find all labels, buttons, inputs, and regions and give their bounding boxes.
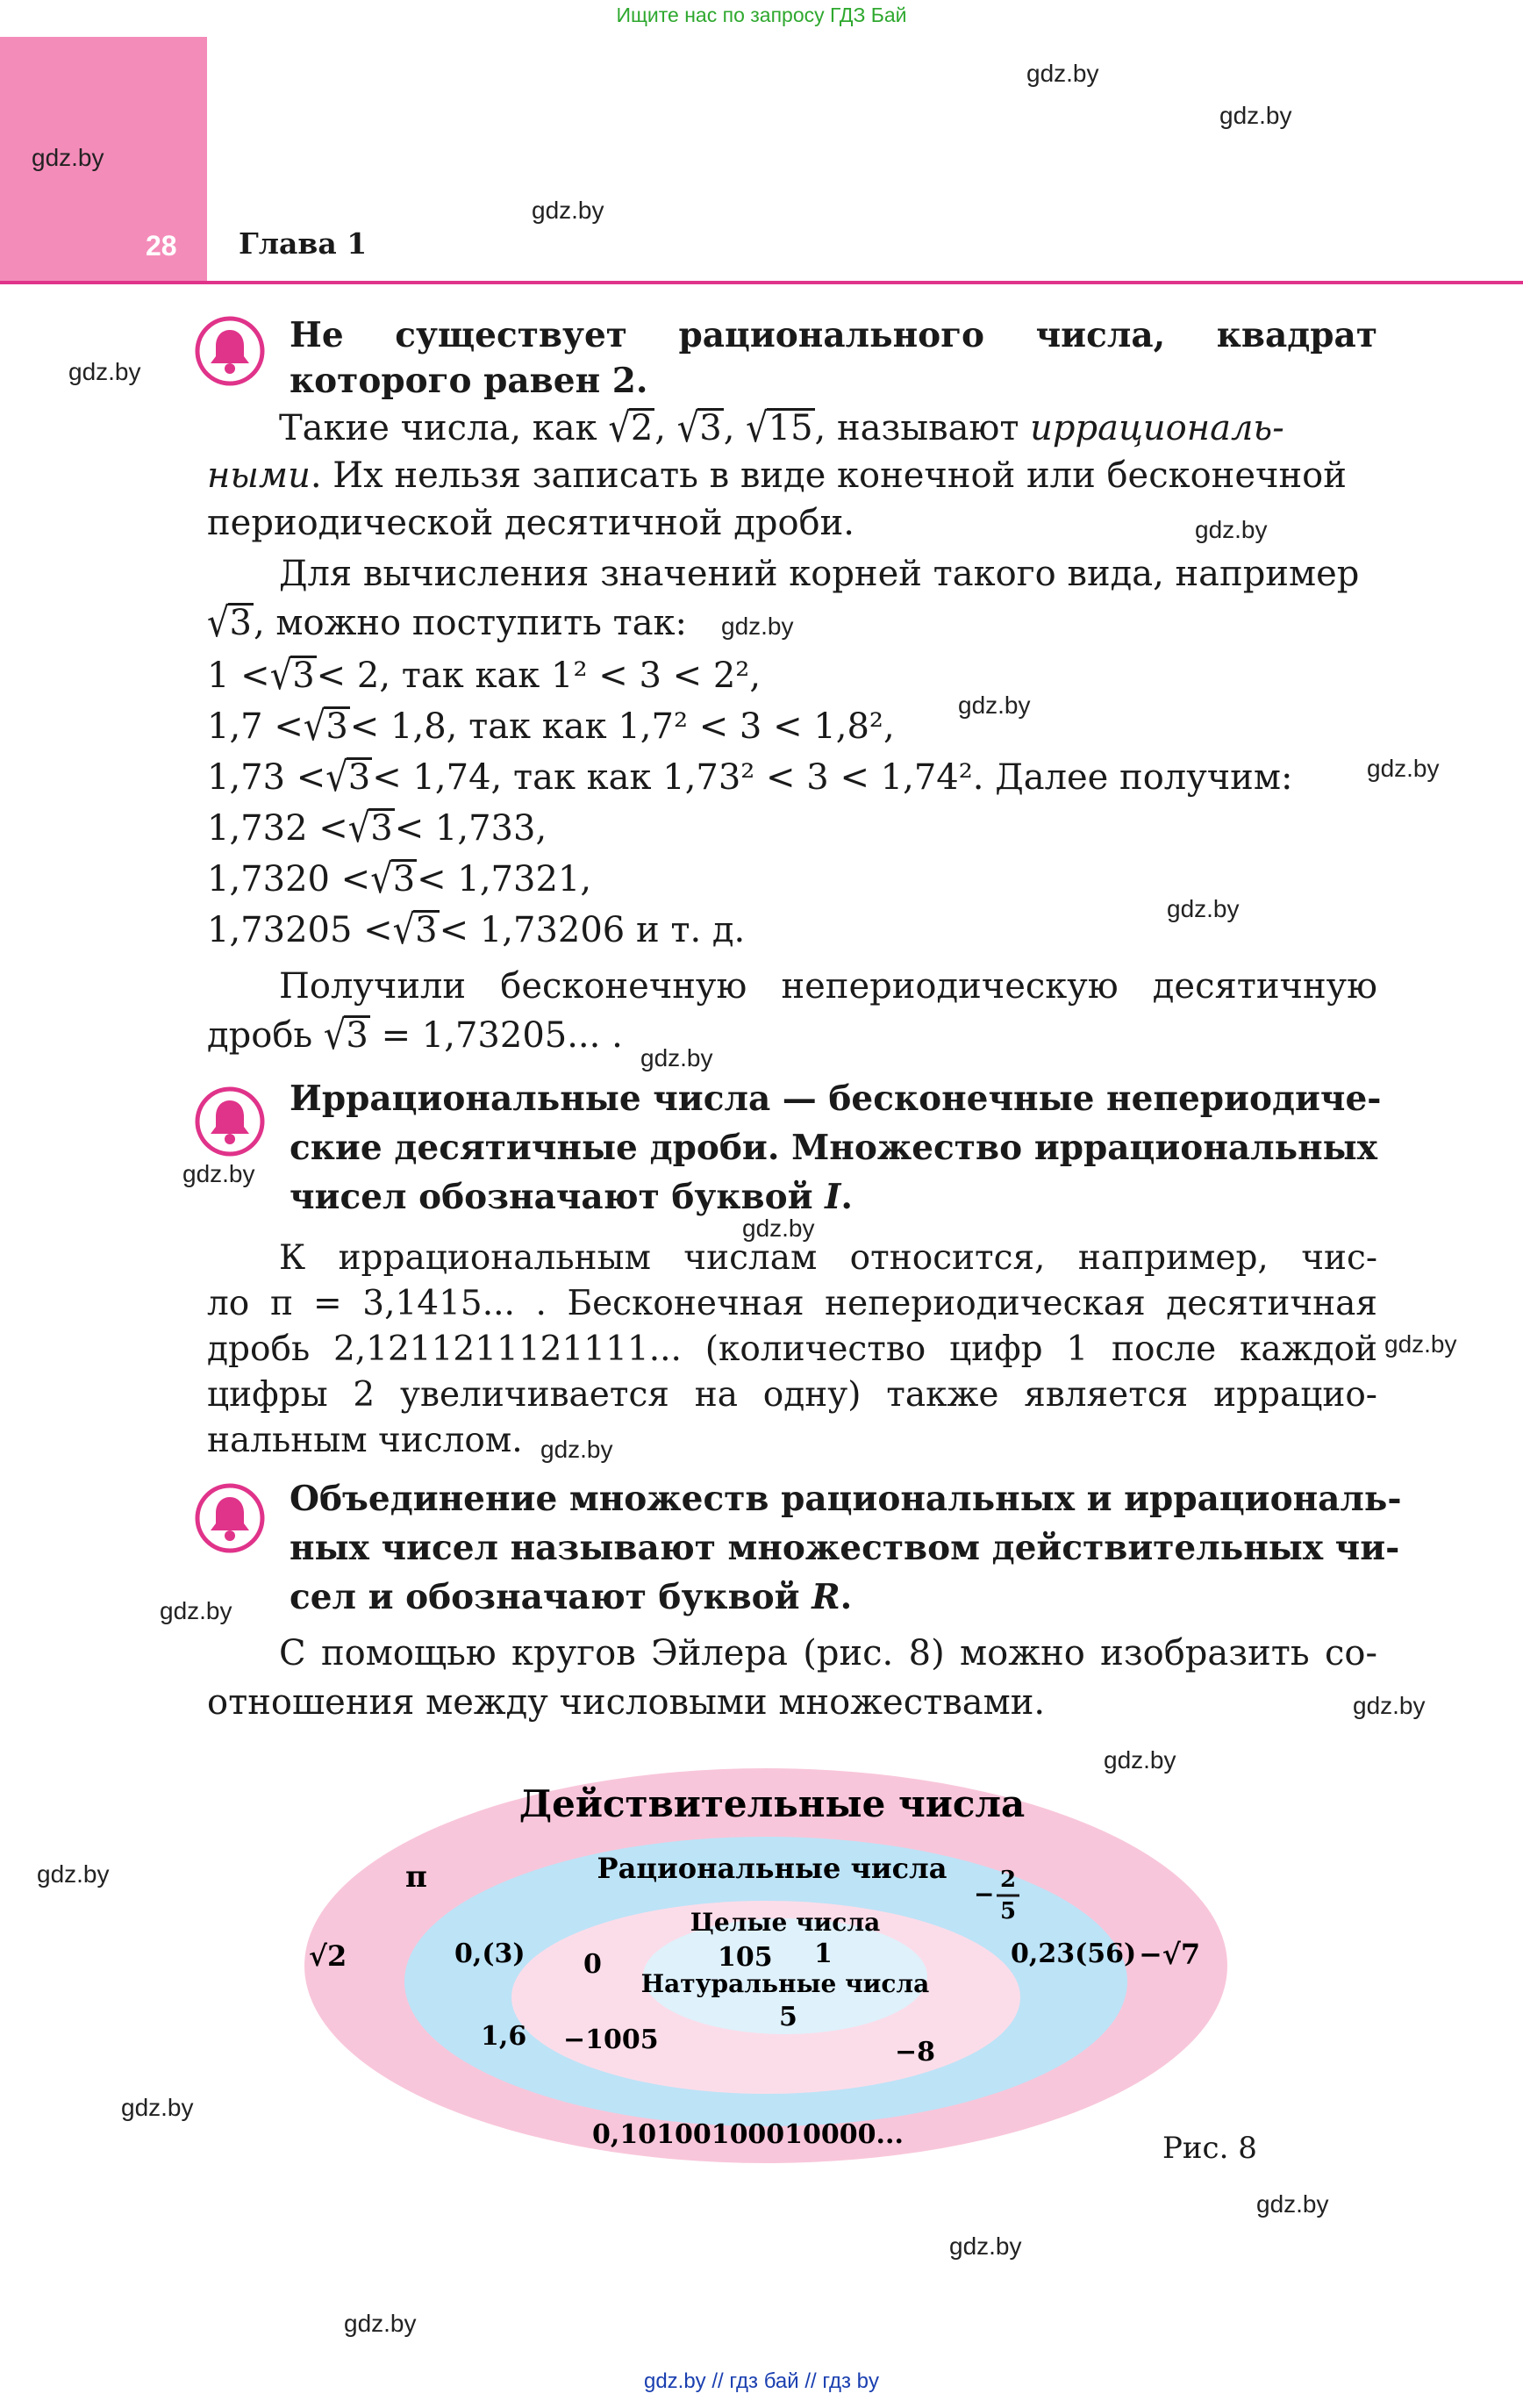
item-five: 5 <box>779 2002 797 2032</box>
integer-numbers-label: Целые числа <box>690 1908 881 1937</box>
item-sqrt-2: √2 <box>309 1939 347 1973</box>
approximation-step: 1,732 <√3< 1,733, <box>207 805 547 852</box>
page-number: 28 <box>146 230 177 262</box>
paragraph-line: ло π = 3,1415... . Бесконечная непериодическая десятичная <box>207 1284 1377 1323</box>
paragraph-line: дробь 2,1211211121111... (количество цифр 1 после каждой <box>207 1329 1377 1369</box>
paragraph-line: ными. Их нельзя записать в виде конечной или бесконечной <box>207 455 1347 496</box>
watermark: gdz.by <box>1026 60 1099 87</box>
rule-statement-3: сел и обозначают буквой R. <box>290 1577 853 1617</box>
watermark: gdz.by <box>1167 895 1240 922</box>
item-decimal: 0,10100100010000... <box>592 2119 904 2150</box>
watermark: gdz.by <box>32 144 104 171</box>
paragraph-line: Получили бесконечную непериодическую десятичную <box>279 966 1377 1007</box>
approximation-step: 1,7320 <√3< 1,7321, <box>207 856 592 903</box>
rule-statement-3: Объединение множеств рациональных и иррациональ- <box>290 1479 1402 1519</box>
watermark: gdz.by <box>182 1160 255 1187</box>
sqrt-3: 3 <box>347 757 371 798</box>
paragraph-line: цифры 2 увеличивается на одну) также является иррацио- <box>207 1375 1377 1415</box>
euler-diagram <box>298 1755 1237 2168</box>
item-one: 1 <box>814 1939 833 1969</box>
approximation-step: 1,73 <√3< 1,74, так как 1,73² < 3 < 1,74². Далее получим: <box>207 754 1293 801</box>
item-neg-8: −8 <box>895 2037 936 2068</box>
paragraph-line: √3, можно поступить так: <box>207 599 688 647</box>
sqrt-3: 3 <box>292 656 315 696</box>
watermark: gdz.by <box>121 2094 194 2121</box>
watermark: gdz.by <box>1384 1330 1457 1358</box>
watermark: gdz.by <box>37 1860 110 1888</box>
bell-icon <box>195 316 265 386</box>
item-fraction-denominator: 5 <box>1000 1898 1017 1924</box>
watermark: gdz.by <box>68 358 141 385</box>
header-divider <box>0 281 1523 284</box>
rule-statement-2: чисел обозначают буквой I. <box>290 1177 853 1217</box>
watermark: gdz.by <box>949 2232 1022 2260</box>
rule-statement-3: ных чисел называют множеством действительных чи- <box>290 1528 1400 1568</box>
watermark: gdz.by <box>532 197 604 224</box>
approximation-step: 1,73205 <√3< 1,73206 и т. д. <box>207 907 746 954</box>
watermark: gdz.by <box>1104 1746 1176 1774</box>
item-fraction-sign: − <box>974 1880 995 1909</box>
paragraph-line: отношения между числовыми множествами. <box>207 1682 1046 1723</box>
item-decimal-1-6: 1,6 <box>481 2021 527 2052</box>
item-repeating: 0,(3) <box>454 1939 526 1969</box>
item-fraction-numerator: 2 <box>1000 1867 1017 1893</box>
watermark: gdz.by <box>1367 755 1440 782</box>
rational-numbers-label: Рациональные числа <box>597 1852 947 1885</box>
watermark: gdz.by <box>958 692 1031 719</box>
sqrt-3: 3 <box>370 808 393 849</box>
watermark: gdz.by <box>1353 1692 1426 1719</box>
paragraph-line: дробь √3 = 1,73205... . <box>207 1012 623 1059</box>
paragraph-line: Такие числа, как √2, √3, √15, называют иррациональ- <box>279 405 1284 452</box>
bell-icon <box>195 1086 265 1157</box>
item-repeating-2: 0,23(56) <box>1011 1939 1137 1969</box>
watermark: gdz.by <box>1219 102 1292 129</box>
item-neg-1005: −1005 <box>563 2025 659 2055</box>
natural-numbers-label: Натуральные числа <box>640 1969 930 1998</box>
paragraph-line: К иррациональным числам относится, например, чис- <box>279 1238 1377 1278</box>
watermark: gdz.by <box>1195 516 1268 543</box>
approximation-step: 1 <√3< 2, так как 1² < 3 < 2², <box>207 652 762 699</box>
top-note: Ищите нас по запросу ГДЗ Бай <box>616 4 907 26</box>
paragraph-line: Для вычисления значений корней такого вида, например <box>279 554 1360 594</box>
figure-caption: Рис. 8 <box>1162 2131 1257 2166</box>
footer-links[interactable]: gdz.by // гдз бай // гдз by <box>643 2369 880 2393</box>
rule-statement-2: Иррациональные числа — бесконечные непериодиче- <box>290 1079 1382 1119</box>
watermark: gdz.by <box>344 2310 417 2337</box>
item-pi: π <box>405 1860 427 1895</box>
paragraph-line: С помощью кругов Эйлера (рис. 8) можно изобразить со- <box>279 1633 1377 1673</box>
watermark: gdz.by <box>540 1436 613 1463</box>
watermark: gdz.by <box>721 613 794 640</box>
rule-statement-2: ские десятичные дроби. Множество иррациональных <box>290 1128 1377 1168</box>
rule-statement-1: Не существует рационального числа, квадрат которого равен 2. <box>290 315 1377 401</box>
chapter-title: Глава 1 <box>239 226 368 261</box>
item-zero: 0 <box>583 1949 602 1980</box>
watermark: gdz.by <box>160 1597 232 1624</box>
paragraph-line: периодической десятичной дроби. <box>207 503 855 543</box>
bell-icon <box>195 1483 265 1553</box>
watermark: gdz.by <box>640 1044 713 1071</box>
item-105: 105 <box>718 1942 773 1973</box>
sqrt-3: 3 <box>415 910 438 950</box>
watermark: gdz.by <box>742 1215 815 1242</box>
real-numbers-label: Действительные числа <box>518 1782 1026 1825</box>
paragraph-line: нальным числом. <box>207 1421 523 1460</box>
watermark: gdz.by <box>1256 2190 1329 2218</box>
sqrt-3: 3 <box>325 706 348 747</box>
item-neg-sqrt-7: −√7 <box>1139 1938 1201 1971</box>
sqrt-3: 3 <box>392 859 416 899</box>
approximation-step: 1,7 <√3< 1,8, так как 1,7² < 3 < 1,8², <box>207 703 895 750</box>
